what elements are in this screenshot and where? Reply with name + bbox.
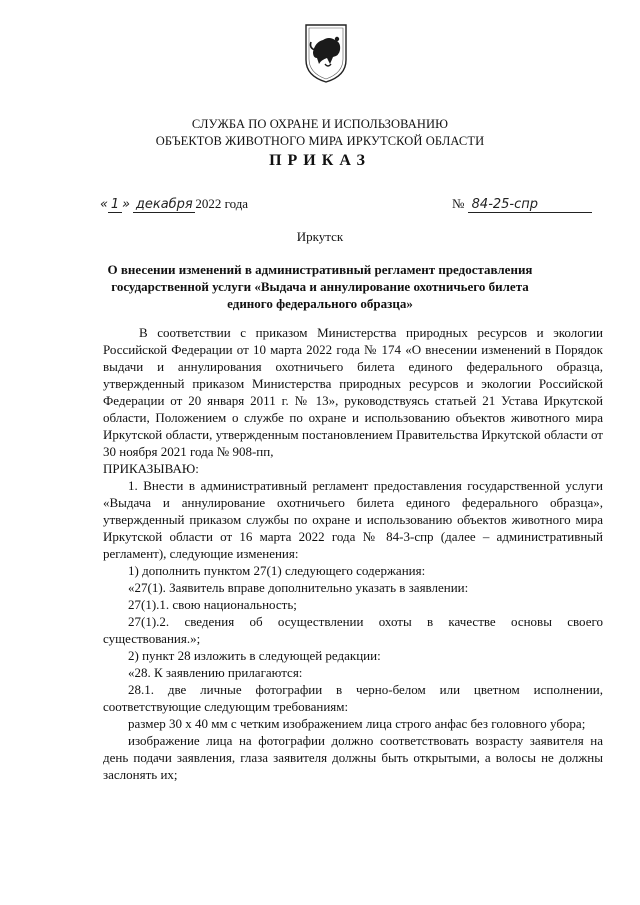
date-day: 1: [108, 197, 122, 213]
document-type: ПРИКАЗ: [269, 152, 371, 169]
preamble-paragraph: В соответствии с приказом Министерства природных ресурсов и экологии Российской Федерации от 10 марта 2022 года № 174 «О внесении изменений в Порядок выдачи и аннулирования охотничьего билета единого федерального образца, утвержденный приказом Министерства природных ресурсов и экологии Российской Федерации от 20 января 2011 г. № 13», руководствуясь статьей 21 Устава Иркутской области, Положением о службе по охране и использованию объектов животного мира Иркутской области, утвержденным постановлением Правительства Иркутской области от 30 ноября 2021 года № 908-пп,: [103, 325, 603, 459]
order-word: ПРИКАЗЫВАЮ:: [103, 461, 199, 476]
item-1-paragraph: 1. Внести в административный регламент предоставления государственной услуги «Выдача и аннулирование охотничьего билета единого федерального образца», утвержденный приказом службы по охране и использованию объектов животного мира Иркутской области от 16 марта 2022 года № 84-3-спр (далее – административный регламент), следующие изменения:: [103, 478, 603, 561]
date-open-quote: «: [100, 197, 109, 212]
irkutsk-coat-of-arms-icon: [303, 22, 349, 84]
subitem-2: 2) пункт 28 изложить в следующей редакции:: [128, 648, 381, 663]
document-number: [452, 196, 602, 213]
subitem-1: 1) дополнить пунктом 27(1) следующего содержания:: [128, 563, 426, 578]
document-title: О внесении изменений в административный регламент предоставления государственной услуги «Выдача и аннулирование охотничьего билета единого федерального образца»: [107, 262, 533, 311]
date-month: декабря: [133, 197, 195, 213]
document-body: [103, 324, 603, 783]
clause-27-1-2: 27(1).2. сведения об осуществлении охоты в качестве основы своего существования.»;: [103, 614, 603, 646]
requirement-size: размер 30 х 40 мм с четким изображением лица строго анфас без головного убора;: [128, 716, 586, 731]
clause-27-1: «27(1). Заявитель вправе дополнительно указать в заявлении:: [128, 580, 469, 595]
date-close-quote: »: [122, 197, 131, 212]
document-date: [100, 196, 300, 213]
agency-name-line1: СЛУЖБА ПО ОХРАНЕ И ИСПОЛЬЗОВАНИЮ: [191, 117, 449, 131]
requirement-face: изображение лица на фотографии должно соответствовать возрасту заявителя на день подачи заявления, глаза заявителя должны быть открытыми, а волосы не должны заслонять их;: [103, 733, 603, 782]
document-city: Иркутск: [296, 229, 344, 244]
clause-28-1: 28.1. две личные фотографии в черно-белом или цветном исполнении, соответствующие следующим требованиям:: [103, 682, 603, 714]
clause-28: «28. К заявлению прилагаются:: [128, 665, 303, 680]
date-year: 2022 года: [195, 196, 249, 211]
number-value: 84-25-спр: [468, 197, 592, 213]
agency-name-line2: ОБЪЕКТОВ ЖИВОТНОГО МИРА ИРКУТСКОЙ ОБЛАСТИ: [155, 134, 485, 148]
number-label: №: [452, 196, 465, 211]
clause-27-1-1: 27(1).1. свою национальность;: [128, 597, 297, 612]
